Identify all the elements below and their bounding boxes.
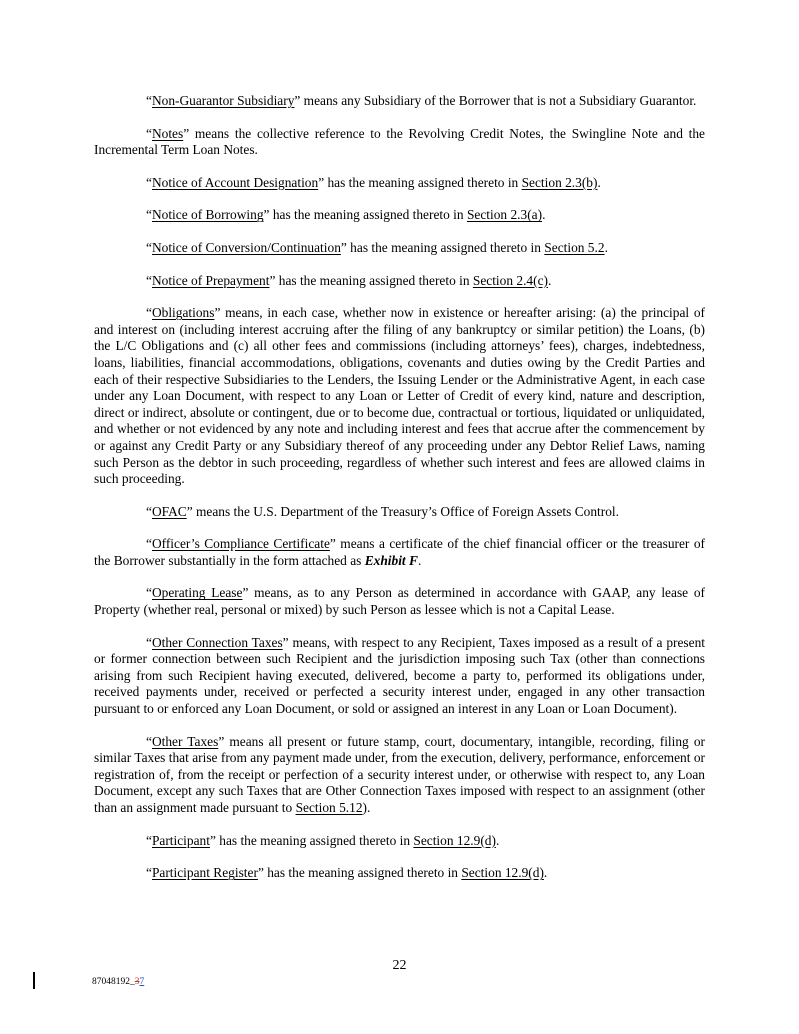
- definition-paragraph: [94, 833, 705, 850]
- defined-term: Obligations: [151, 305, 215, 321]
- open-quote: “: [146, 93, 152, 108]
- trailing-text: .: [548, 272, 552, 288]
- definition-paragraph: [94, 240, 705, 257]
- trailing-text: .: [495, 832, 500, 848]
- open-quote: “: [146, 634, 152, 650]
- open-quote: “: [146, 503, 152, 519]
- open-quote: “: [146, 305, 152, 321]
- defined-term: Notice of Account Designation: [151, 174, 319, 190]
- defined-term: Operating Lease: [151, 585, 243, 601]
- section-reference: Section 12.9(d): [413, 832, 496, 848]
- definition-text: ” means, as to any Person as determined in accordance with GAAP, any lease of Property (whether real, personal or mixed) by such Person as lessee which is not a Capital Lease.: [94, 585, 705, 618]
- document-body: [94, 93, 705, 898]
- open-quote: “: [146, 239, 152, 255]
- definition-text: ” has the meaning assigned thereto in: [269, 272, 473, 288]
- definition-paragraph: [94, 93, 705, 110]
- inserted-version: 7: [139, 977, 145, 987]
- open-quote: “: [146, 174, 152, 190]
- definition-text: ” means, with respect to any Recipient, Taxes imposed as a result of a present or former connection between such Recipient and the jurisdiction imposing such Tax (other than connections arising from such Recipient having executed, delivered, become a party to, performed its obligations under, received payments under, received or perfected a security interest under, engaged in any other transaction pursuant to or enforced any Loan Document, or sold or assigned an interest in any Loan or Loan Document).: [94, 634, 705, 717]
- open-quote: “: [146, 865, 152, 881]
- defined-term: Participant: [151, 832, 210, 848]
- page-number: 22: [392, 958, 407, 973]
- definition-paragraph: [94, 865, 705, 882]
- open-quote: “: [146, 536, 152, 552]
- definition-paragraph: [94, 734, 705, 817]
- trailing-text: .: [542, 207, 546, 223]
- definition-paragraph: [94, 126, 705, 159]
- definition-text: ” means any Subsidiary of the Borrower that is not a Subsidiary Guarantor.: [294, 93, 697, 108]
- open-quote: “: [146, 125, 152, 141]
- defined-term: Notice of Prepayment: [151, 272, 270, 288]
- trailing-text: .: [543, 865, 548, 881]
- definition-paragraph: [94, 207, 705, 224]
- definition-text: ” has the meaning assigned thereto in: [209, 832, 414, 848]
- definition-text: ” has the meaning assigned thereto in: [263, 207, 467, 223]
- definition-paragraph: [94, 585, 705, 618]
- definition-text: ” has the meaning assigned thereto in: [257, 865, 462, 881]
- defined-term: Participant Register: [151, 865, 258, 881]
- definition-text: ” means all present or future stamp, court, documentary, intangible, recording, filing or similar Taxes that arise from any payment made under, from the execution, delivery, performance, enforcement or registration of, from the receipt or perfection of a security interest under, or otherwise with respect to, any Loan Document, except any such Taxes that are Other Connection Taxes imposed with respect to an assignment (other than an assignment made pursuant to: [94, 733, 705, 815]
- definition-paragraph: [94, 536, 705, 569]
- defined-term: Notice of Borrowing: [151, 207, 264, 223]
- trailing-text: ).: [362, 800, 371, 815]
- open-quote: “: [146, 585, 152, 601]
- trailing-text: .: [417, 552, 422, 568]
- definition-text: ” means the U.S. Department of the Treasury’s Office of Foreign Assets Control.: [186, 503, 619, 519]
- section-reference: Section 2.4(c): [472, 272, 548, 288]
- defined-term: Officer’s Compliance Certificate: [151, 536, 330, 552]
- definition-text: ” means the collective reference to the Revolving Credit Notes, the Swingline Note and the Incremental Term Loan Notes.: [94, 125, 705, 158]
- document-footer: [92, 977, 144, 987]
- defined-term: Other Taxes: [151, 733, 219, 749]
- defined-term: Notice of Conversion/Continuation: [151, 239, 341, 255]
- section-reference: Section 12.9(d): [461, 865, 544, 881]
- section-reference: Section 2.3(a): [466, 207, 543, 223]
- definition-paragraph: [94, 635, 705, 718]
- definition-text: ” has the meaning assigned thereto in: [318, 174, 522, 190]
- definition-paragraph: [94, 175, 705, 192]
- open-quote: “: [146, 272, 152, 288]
- doc-id: 87048192_: [92, 977, 135, 987]
- definition-paragraph: [94, 305, 705, 488]
- defined-term: Other Connection Taxes: [151, 634, 283, 650]
- section-reference: Section 5.2: [544, 239, 605, 255]
- definition-paragraph: [94, 504, 705, 521]
- open-quote: “: [146, 207, 152, 223]
- section-reference: Section 5.12: [295, 800, 363, 815]
- open-quote: “: [146, 832, 152, 848]
- trailing-text: .: [604, 239, 608, 255]
- section-reference: Section 2.3(b): [521, 174, 598, 190]
- definition-text: ” means a certificate of the chief financial officer or the treasurer of the Borrower substantially in the form attached as: [94, 536, 705, 568]
- trailing-text: .: [597, 174, 601, 190]
- open-quote: “: [146, 733, 152, 749]
- deleted-version: 3: [134, 977, 140, 987]
- exhibit-reference: Exhibit F: [364, 552, 418, 568]
- definition-text: ” means, in each case, whether now in existence or hereafter arising: (a) the principal of and interest on (including interest accruing after the filing of any bankruptcy or similar petition) the Loans, (b) the L/C Obligations and (c) all other fees and commissions (including attorneys’ fees), charges, indebtedness, loans, liabilities, financial accommodations, obligations, covenants and duties owing by the Credit Parties and each of their respective Subsidiaries to the Lenders, the Issuing Lender or the Administrative Agent, in each case under any Loan Document, with respect to any Loan or Letter of Credit of every kind, nature and description, direct or indirect, absolute or contingent, due or to become due, contractual or tortious, liquidated or unliquidated, and whether or not evidenced by any note and including interest and fees that accrue after the commencement by or against any Credit Party or any Subsidiary thereof of any proceeding under any Debtor Relief Laws, naming such Person as the debtor in such proceeding, regardless of whether such interest and fees are allowed claims in such proceeding.: [94, 305, 705, 487]
- change-bar: [33, 972, 35, 989]
- defined-term: Notes: [151, 125, 184, 141]
- defined-term: Non-Guarantor Subsidiary: [151, 93, 295, 108]
- defined-term: OFAC: [151, 503, 187, 519]
- definition-paragraph: [94, 273, 705, 290]
- definition-text: ” has the meaning assigned thereto in: [340, 239, 545, 255]
